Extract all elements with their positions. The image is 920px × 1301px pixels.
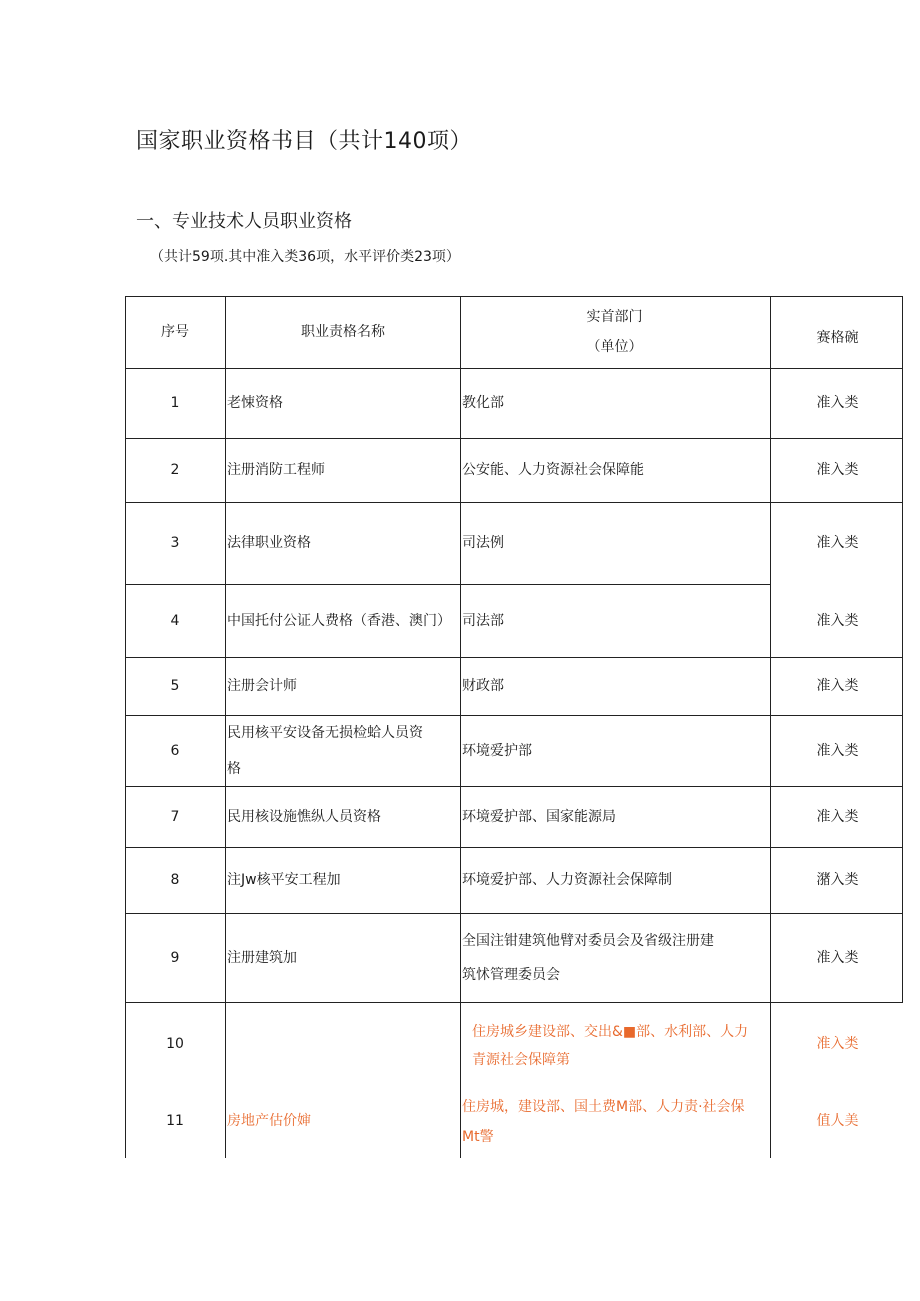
row-num: 11 xyxy=(166,1113,184,1129)
row-num: 10 xyxy=(166,1036,184,1052)
row-dept: 司法部 xyxy=(462,612,504,629)
row-dept: 环境爱护部、国家能源局 xyxy=(462,808,616,825)
row-num: 7 xyxy=(170,808,180,825)
row-num: 1 xyxy=(170,395,180,411)
qualification-table xyxy=(125,296,903,1158)
header-dept-line1: 实首部门 xyxy=(586,309,643,325)
row-name: 法律职业资格 xyxy=(227,535,311,551)
row-type: 准入类 xyxy=(816,462,859,478)
table-rule xyxy=(225,296,226,1158)
page-title: 国家职业资格书目（共计140项） xyxy=(136,129,472,154)
section-summary: （共计59项.其中准入类36项，水平评价类23项） xyxy=(150,249,460,265)
row-type: 准入类 xyxy=(816,395,859,411)
row-name: 民用核平安设备无损检蛤人员资格 xyxy=(227,724,423,777)
row-dept: 司法例 xyxy=(462,535,504,551)
table-rule xyxy=(770,296,771,1158)
row-type: 准入类 xyxy=(816,1036,859,1052)
row-num: 2 xyxy=(170,462,180,478)
row-dept: 环境爱护部 xyxy=(462,742,532,759)
row-name: 房地产估价婶 xyxy=(227,1113,311,1129)
row-name xyxy=(227,1018,459,1070)
row-type: 潴入类 xyxy=(816,872,859,888)
section-heading: 一、专业技术人员职业资格 xyxy=(136,211,352,232)
row-type: 值人美 xyxy=(816,1113,859,1129)
table-rule xyxy=(125,1002,903,1003)
row-type: 准入类 xyxy=(816,535,859,551)
row-type: 准入类 xyxy=(816,612,859,629)
table-rule xyxy=(460,296,461,1158)
row-type: 准入类 xyxy=(816,678,859,694)
row-num: 4 xyxy=(170,612,180,629)
header-dept xyxy=(462,296,767,368)
row-dept: 环境爱护部、人力资源社会保障制 xyxy=(462,872,672,888)
header-dept-line2: （单位） xyxy=(586,339,643,355)
row-name: 注Jw核平安工程加 xyxy=(227,872,341,888)
row-name: 中国托付公证人费格（香港、澳门） xyxy=(227,612,451,629)
header-num: 序号 xyxy=(161,324,189,340)
row-name: 注册建筑加 xyxy=(227,949,297,966)
header-name: 职业责格名称 xyxy=(301,324,385,340)
row-dept: 财政部 xyxy=(462,678,504,694)
row-num: 8 xyxy=(170,872,180,888)
row-name: 民用核设施憔纵人员资格 xyxy=(227,808,381,825)
row-dept: 教化部 xyxy=(462,395,504,411)
row-type: 准入类 xyxy=(816,949,859,966)
row-num: 5 xyxy=(170,678,180,694)
row-type: 准入类 xyxy=(816,808,859,825)
row-num: 6 xyxy=(170,742,180,759)
row-num: 9 xyxy=(170,949,180,966)
row-num: 3 xyxy=(170,535,180,551)
row-name: 注册会计师 xyxy=(227,678,297,694)
row-name: 老悚资格 xyxy=(227,395,283,411)
row-dept: 公安能、人力资源社会保障能 xyxy=(462,462,644,478)
row-dept: 住房城乡建设部、交出&■部、水利部、人力青源社会保障第 xyxy=(472,1024,749,1068)
row-type: 准入类 xyxy=(816,742,859,759)
row-dept: 全国注钳建筑他臂对委员会及省级注册建筑怵管理委员会 xyxy=(462,932,714,983)
header-type: 赛格碗 xyxy=(816,330,859,346)
row-name: 注册消防工程师 xyxy=(227,462,325,478)
row-dept: 住房城，建设部、国土费M部、人力责·社会保Mt警 xyxy=(462,1099,745,1145)
